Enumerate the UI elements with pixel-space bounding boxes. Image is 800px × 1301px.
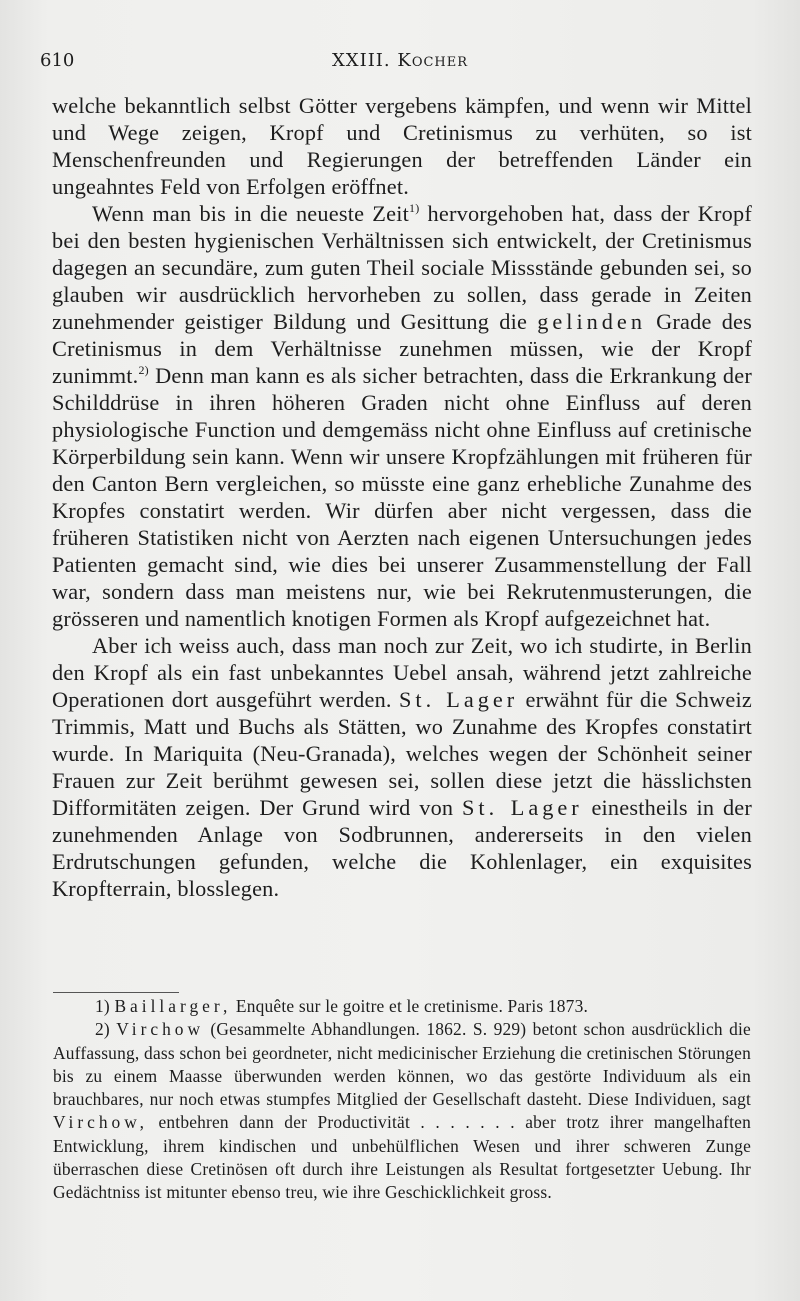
page-number: 610 [40,50,75,71]
footnote-ref-2: 2) [138,363,149,377]
footnote-2-author: Virchow [116,1019,205,1040]
page-header [40,50,760,78]
chapter-number: XXIII. [331,50,391,71]
paragraph-2: Wenn man bis in die neueste Zeit$^{1)}$ hervorgehoben hat, dass der Kropf bei den besten hygienischen Verhältnissen sich entwickelt, der Cretinismus dagegen an secundäre, zum guten Theil sociale Missstände gebunden sei, so glauben wir ausdrücklich hervorheben zu sollen, dass gerade in Zeiten zunehmender geistiger Bildung und Gesittung die gelinden Grade des Cretinismus in dem Verhältnisse zunehmen müssen, wie der Kropf zunimmt.$^{2)}$ Denn man kann es als sicher betrachten, dass die Erkrankung der Schilddrüse in ihren höheren Graden nicht ohne Einfluss auf deren physiologische Function und demgemäss nicht ohne Einfluss auf cretinische Körperbildung sein kann. Wenn wir unsere Kropfzählungen mit früheren für den Canton Bern vergleichen, so müsste eine ganz erhebliche Zunahme des Kropfes constatirt werden. Wir dürfen aber nicht vergessen, dass die früheren Statistiken nicht von Aerzten nach eigenen Untersuchungen jedes Patienten gemacht sind, wie dies bei unserer Zusammenstellung der Fall war, sondern dass man meistens nur, wie bei Rekrutenmusterungen, die grösseren und namentlich knotigen Formen als Kropf aufgezeichnet hat. [52,201,753,631]
emphasis-gelinden: gelinden [537,309,646,334]
author-name-st-lager: St. Lager [398,687,519,712]
paragraph-3: Aber ich weiss auch, dass man noch zur Zeit, wo ich studirte, in Berlin den Kropf als ein fast unbekanntes Uebel ansah, während jetzt zahlreiche Operationen dort ausgeführt werden. St. Lager erwähnt für die Schweiz Trimmis, Matt und Buchs als Stätten, wo Zunahme des Kropfes constatirt wurde. In Mariquita (Neu-Granada), welches wegen der Schönheit seiner Frauen zur Zeit berühmt gewesen sei, sollen diese jetzt die hässlichsten Difformitäten zeigen. Der Grund wird von St. Lager einestheils in der zunehmenden Anlage von Sodbrunnen, andererseits in den vielen Erdrutschungen gefunden, welche die Kohlenlager, ein exquisites Kropfterrain, blosslegen. [52,633,753,901]
chapter-author: Kocher [397,50,469,71]
footnote-2: 2) Virchow (Gesammelte Abhandlungen. 1862. S. 929) betont schon ausdrücklich die Auffassung, dass schon bei geordneter, nicht medicinischer Erziehung die cretinischen Störungen bis zu einem Maasse überwunden werden können, wo das gestörte Individuum als ein brauchbares, nur noch etwas stumpfes Mitglied der Gesellschaft dasteht. Diese Individuen, sagt Virchow, entbehren dann der Productivität . . . . . . . aber trotz ihrer mangelhaften Entwicklung, ihrem kindischen und unbehülflichen Wesen und ihrer schweren Zunge überraschen diese Cretinösen oft durch ihre Leistungen als Resultat fortgesetzter Uebung. Ihr Gedächtniss ist mitunter ebenso treu, wie ihre Geschicklichkeit gross. [53,1019,751,1203]
footnote-2-author-2: Virchow, [53,1112,149,1133]
footnote-1-author: Baillarger, [114,996,232,1016]
footnote-separator [53,992,179,993]
footnote-ref-1: 1) [409,201,420,215]
running-head [40,50,760,71]
body-text [52,92,752,902]
footnote-1: 1) Baillarger, Enquête sur le goitre et le cretinisme. Paris 1873. [95,996,589,1016]
footnotes [53,995,751,1205]
author-name-st-lager-2: St. Lager [462,795,583,820]
paragraph-1: welche bekanntlich selbst Götter vergebens kämpfen, und wenn wir Mittel und Wege zeigen, Kropf und Cretinismus zu verhüten, so ist Menschenfreunden und Regierungen der betreffenden Länder ein ungeahntes Feld von Erfolgen eröffnet. [52,93,752,199]
